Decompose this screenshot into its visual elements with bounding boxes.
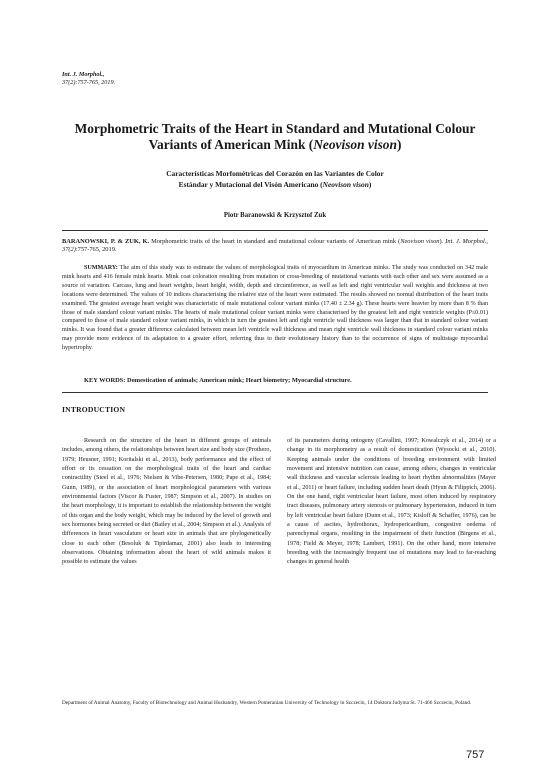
spanish-title-line1: Características Morfométricas del Corazón en las Variantes de Color — [166, 169, 384, 178]
summary-paragraph — [62, 264, 488, 353]
affiliation-footnote: Department of Animal Anatomy, Faculty of Biotechnology and Animal Husbandry, Western Pomeranian University of Technology in Szczecin, 14 Doktora Judyma St. 71-466 Szczecin, Poland. — [62, 700, 472, 706]
citation-text: Morphometric traits of the heart in standard and mutational colour variants of American mink ( — [149, 238, 401, 245]
section-heading: INTRODUCTION — [62, 405, 126, 414]
left-column-text: Research on the structure of the heart in different groups of animals includes, among others, the relationships between heart size and body size (Prothero, 1979; Heusner, 1991; Koritalski et al., 2013), body performance and the effect of effort or its cessation on the morphological traits of the heart and cardiac contractility (Steel et al., 1976; Nielsen & Vibe-Petersen, 1980; Pape et al., 1984; Gunn, 1989), or the association of heart morphological parameters with various environmental factors (Viscor & Fuster, 1987; Simpson et al., 2007). In studies on the heart morphology, it is important to establish the relationship between the weight of this organ and the body weight, which may be induced by the level of growth and sex hormones being secreted or diet (Bailey et al., 2004; Simpson et al.). Analysis of differences in heart vasculature or heart size in animals that are phylogenetically close to each other (Besoluk & Tipirdamaz, 2001) also leads to interesting observations. Obtaining information about the heart of wild animals makes it possible to estimate the values — [62, 438, 271, 566]
keywords: KEY WORDS: Domestication of animals; American mink; Heart biometry; Myocardial structure. — [84, 377, 352, 384]
title-main: Morphometric Traits of the Heart in Standard and Mutational Colour Variants of American Mink ( — [74, 121, 476, 152]
right-column — [287, 437, 496, 568]
spanish-title-line2-main: Estándar y Mutacional del Visón Americano ( — [178, 179, 323, 189]
spanish-title-line2 — [62, 180, 488, 191]
journal-reference — [62, 71, 115, 87]
bottom-divider — [62, 392, 488, 393]
citation-pages: :757-765, 2019. — [75, 246, 117, 254]
citation-authors: BARANOWSKI, P. & ZUK, K. — [62, 238, 150, 245]
citation-separator: ). — [439, 238, 446, 245]
summary-text: The aim of this study was to estimate the values of morphological traits of myocardium in American minks. The study was conducted on 342 male mink hearts and 416 female mink hearts. Mink coat coloration resulting from mutation or cross-breeding of mutational variants with each other and sex were assumed as a source of variation. Carcass, lung and heart weights, heart height, width, depth and circumference, as well as left and right ventricular wall weights and thickness at two locations were determined. The values of 10 indices characterising the relative size of the heart were estimated. The results showed no normal distribution of the heart traits examined. The greatest average heart weight was characteristic of male mutational colour variant minks (17.40 ± 2.34 g). These hearts were heavier by more than 8 % than those of male standard colour variant minks. The hearts of male mutational colour variant minks were characterised by the greatest left and right ventricle weights (P≤0.01) compared to those of male standard colour variant minks, in which in turn the greatest left and right ventricle wall thickness was larger than that in standard colour variant minks. It was found that a greater difference calculated between mean left ventricle wall thickness and mean right ventricle wall thickness in standard colour variant minks may provide more evidence of its adaptation to a greater effort, referring thus to their evolutionary history than to the occurrence of signs of multistage myocardial hypertrophy. — [62, 265, 488, 352]
summary-label: SUMMARY: — [84, 265, 118, 271]
article-title — [50, 121, 500, 153]
journal-citation: 37(2):757-765, 2019. — [62, 79, 116, 86]
citation-scientific-name: Neovison vison — [400, 238, 440, 245]
title-close: ) — [396, 137, 402, 152]
right-column-text: of its parameters during ontogeny (Cavallini, 1997; Kowalczyk et al., 2014) or a change in its morphometry as a result of domestication (Wysocki et al., 2010). Keeping animals under the conditions of breeding environment with limited movement and intensive nutrition can cause, among others, changes in ventricular wall thickness and vascular sclerosis leading to heart rhythm abnormalities (Mayer et al., 2011) or heart failure, including sudden heart death (Hyun & Filippich, 2006). On the one hand, right ventricular heart failure, most often induced by respiratory tract diseases, pulmonary artery stenosis or pulmonary hypertension, induced in turn by left ventricular heart failure (Dunn et al., 1973; Kisloff & Schaffer, 1976), can be a cause of ascites, hydrothorax, hydropericardium, congestive oedema of parenchymal organs, resulting in the impairment of their function (Birgens et al., 1978; Field & Meyer, 1978; Lambert, 1991). On the other hand, more intensive breeding with the increasingly frequent use of mutations may lead to far-reaching changes in general health — [287, 438, 496, 566]
citation-journal: Int. J. Morphol., 37(2) — [62, 238, 489, 254]
left-column — [62, 437, 271, 568]
spanish-title — [62, 169, 488, 190]
spanish-title-close: ) — [368, 179, 372, 189]
title-scientific-name: Neovison vison — [313, 137, 397, 152]
article-citation — [62, 238, 488, 255]
top-divider — [62, 230, 488, 231]
authors: Piotr Baranowski & Krzysztof Zuk — [223, 212, 327, 219]
journal-name: Int. J. Morphol., — [62, 71, 105, 78]
page-number: 757 — [466, 749, 485, 761]
spanish-title-scientific-name: Neovison vison — [322, 179, 369, 189]
